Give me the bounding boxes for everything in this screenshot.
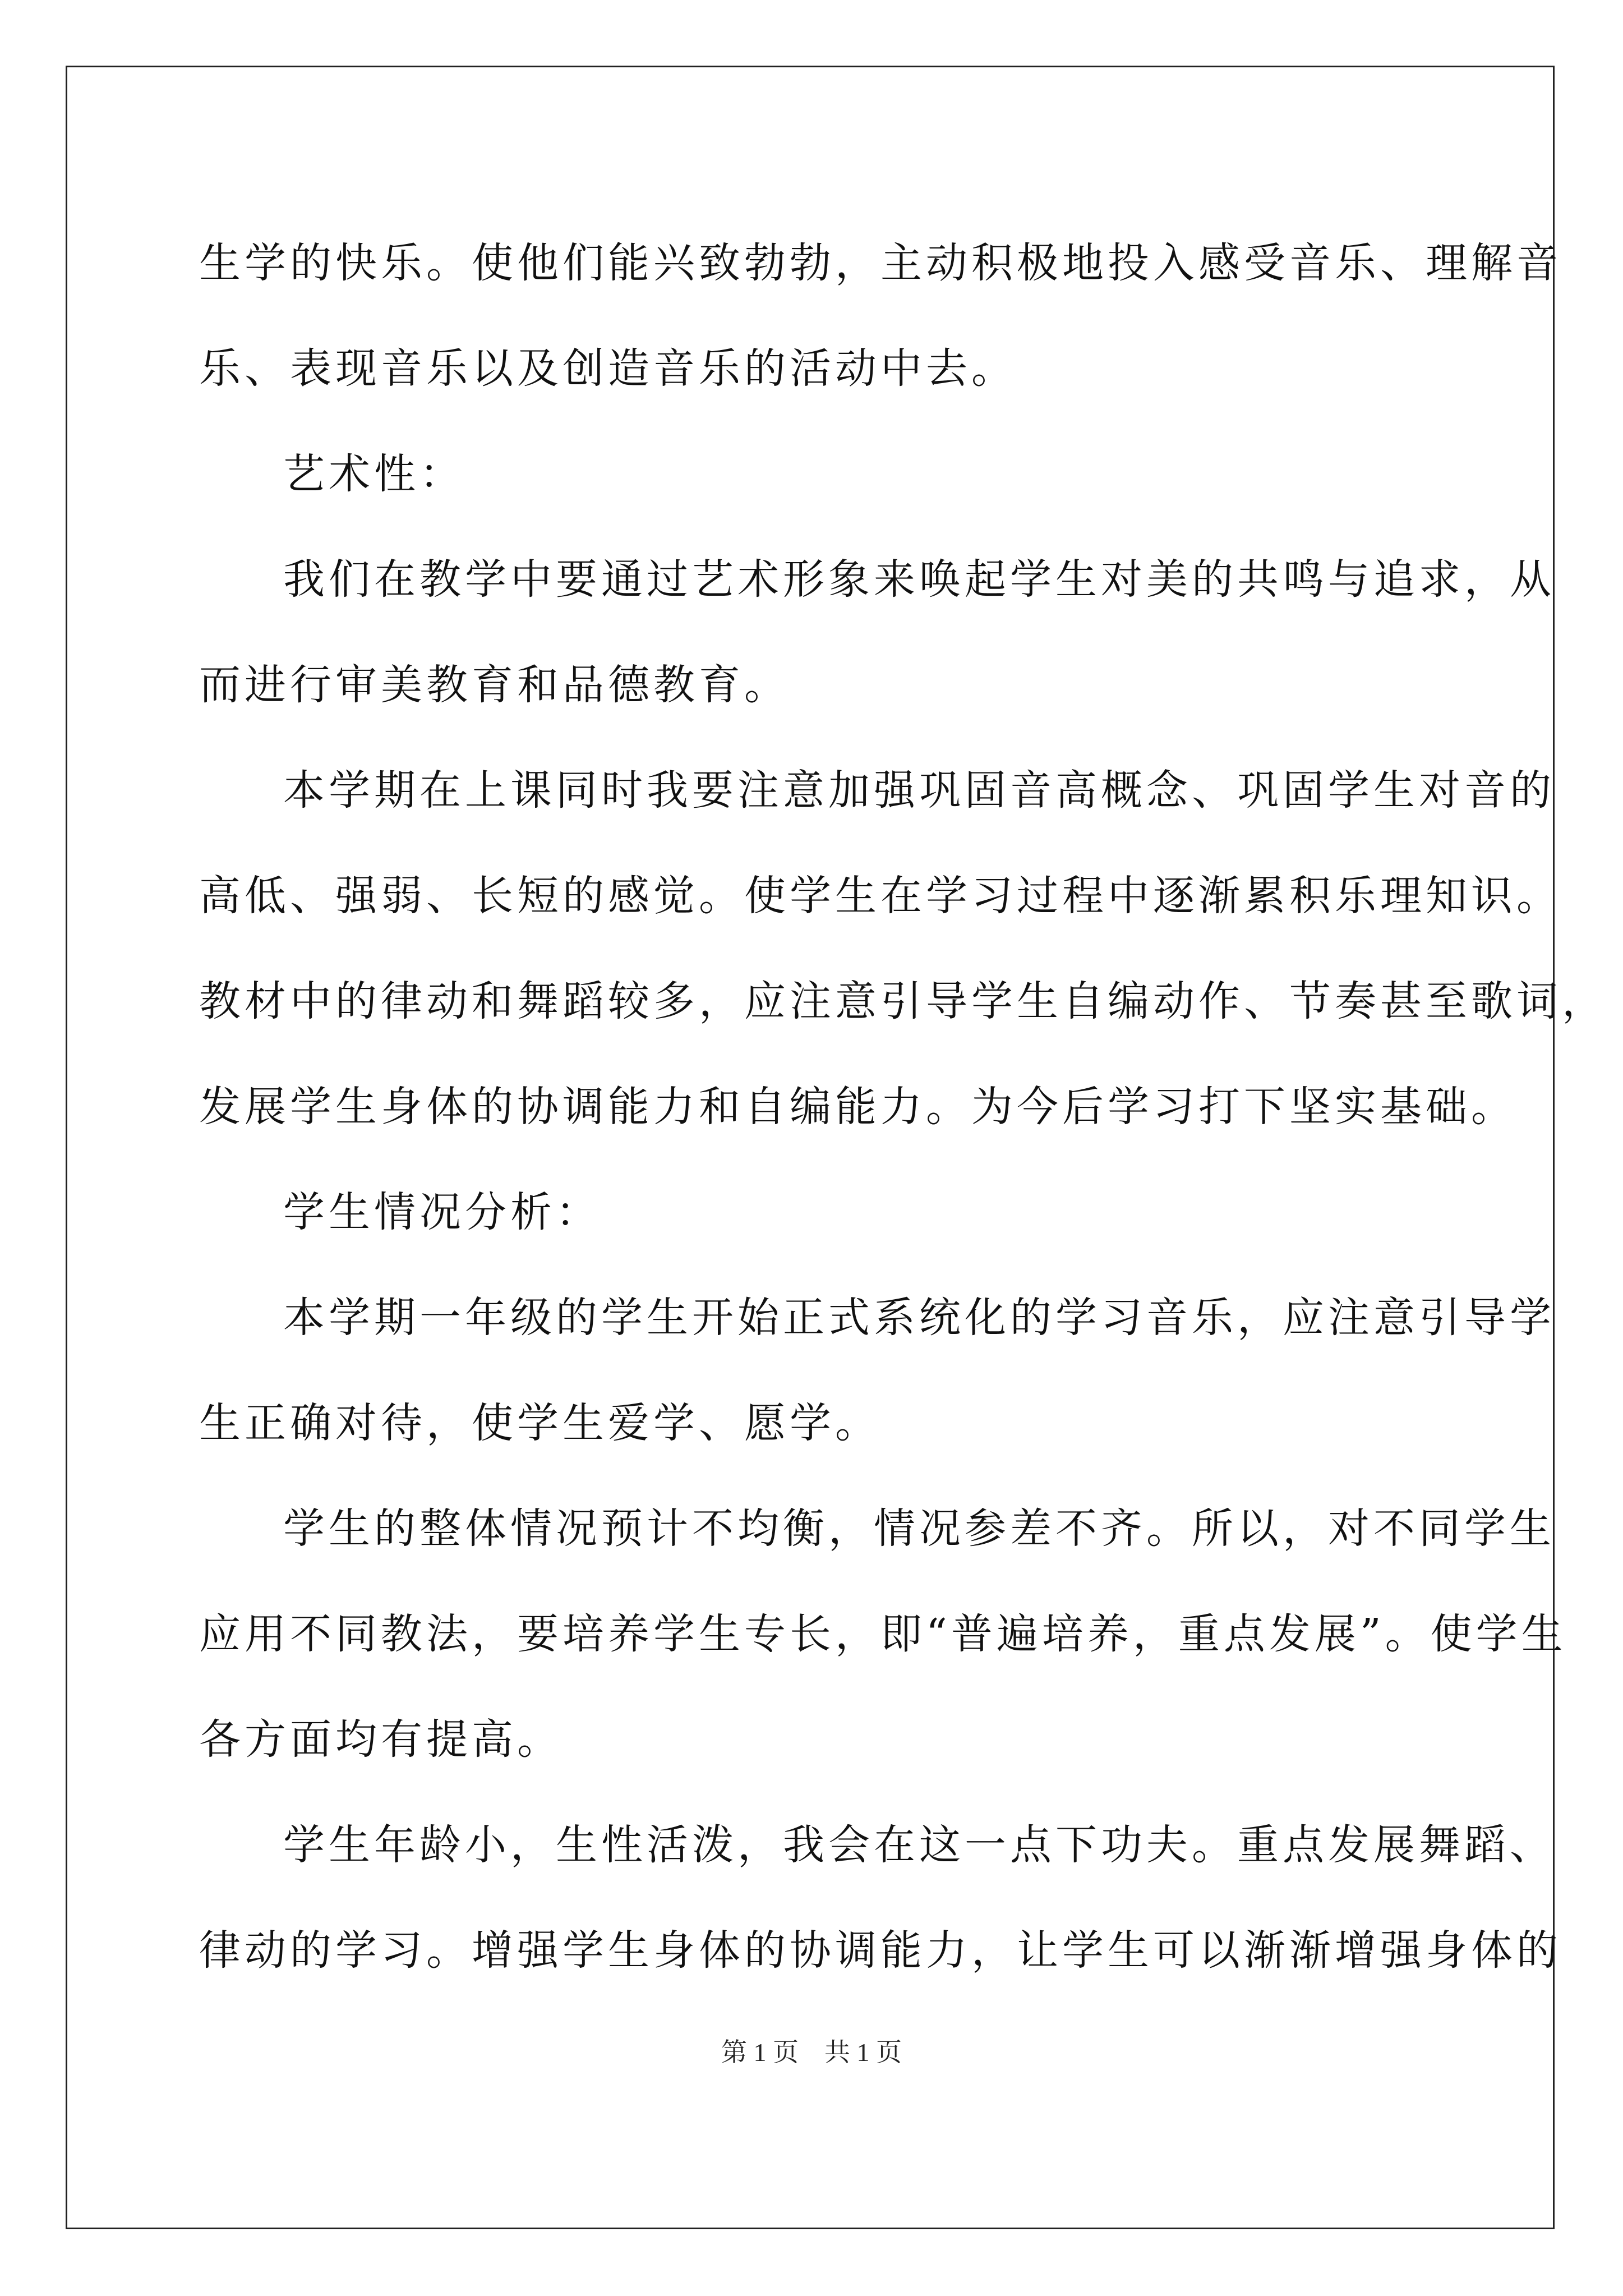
text-line: 本学期一年级的学生开始正式系统化的学习音乐，应注意引导学 [283,1294,1555,1342]
text-line: 各方面均有提高。 [199,1715,562,1764]
page-total: 共 1 页 [824,2038,902,2067]
text-line: 生学的快乐。使他们能兴致勃勃，主动积极地投入感受音乐、理解音 [199,239,1562,287]
text-line: 应用不同教法，要培养学生专长，即“普遍培养，重点发展”。使学生 [199,1610,1567,1658]
text-line: 本学期在上课同时我要注意加强巩固音高概念、巩固学生对音的 [283,766,1555,815]
text-line: 学生年龄小，生性活泼，我会在这一点下功夫。重点发展舞蹈、 [283,1821,1555,1869]
document-body [199,210,1607,2003]
text-line: 生正确对待，使学生爱学、愿学。 [199,1399,880,1447]
text-line: 发展学生身体的协调能力和自编能力。为今后学习打下坚实基础。 [199,1083,1516,1131]
text-line: 乐、表现音乐以及创造音乐的活动中去。 [199,344,1017,393]
text-line: 学生的整体情况预计不均衡，情况参差不齐。所以，对不同学生 [283,1504,1555,1553]
text-line: 我们在教学中要通过艺术形象来唤起学生对美的共鸣与追求，从 [283,555,1555,604]
section-heading: 艺术性： [283,450,465,498]
text-line: 高低、强弱、长短的感觉。使学生在学习过程中逐渐累积乐理知识。 [199,872,1562,920]
page-number: 第 1 页 [721,2038,799,2067]
text-line: 而进行审美教育和品德教育。 [199,661,790,709]
text-line: 教材中的律动和舞蹈较多，应注意引导学生自编动作、节奏甚至歌词， [199,977,1607,1025]
section-heading: 学生情况分析： [283,1188,601,1236]
page-footer [0,2032,1623,2069]
text-line: 律动的学习。增强学生身体的协调能力，让学生可以渐渐增强身体的 [199,1926,1562,1975]
